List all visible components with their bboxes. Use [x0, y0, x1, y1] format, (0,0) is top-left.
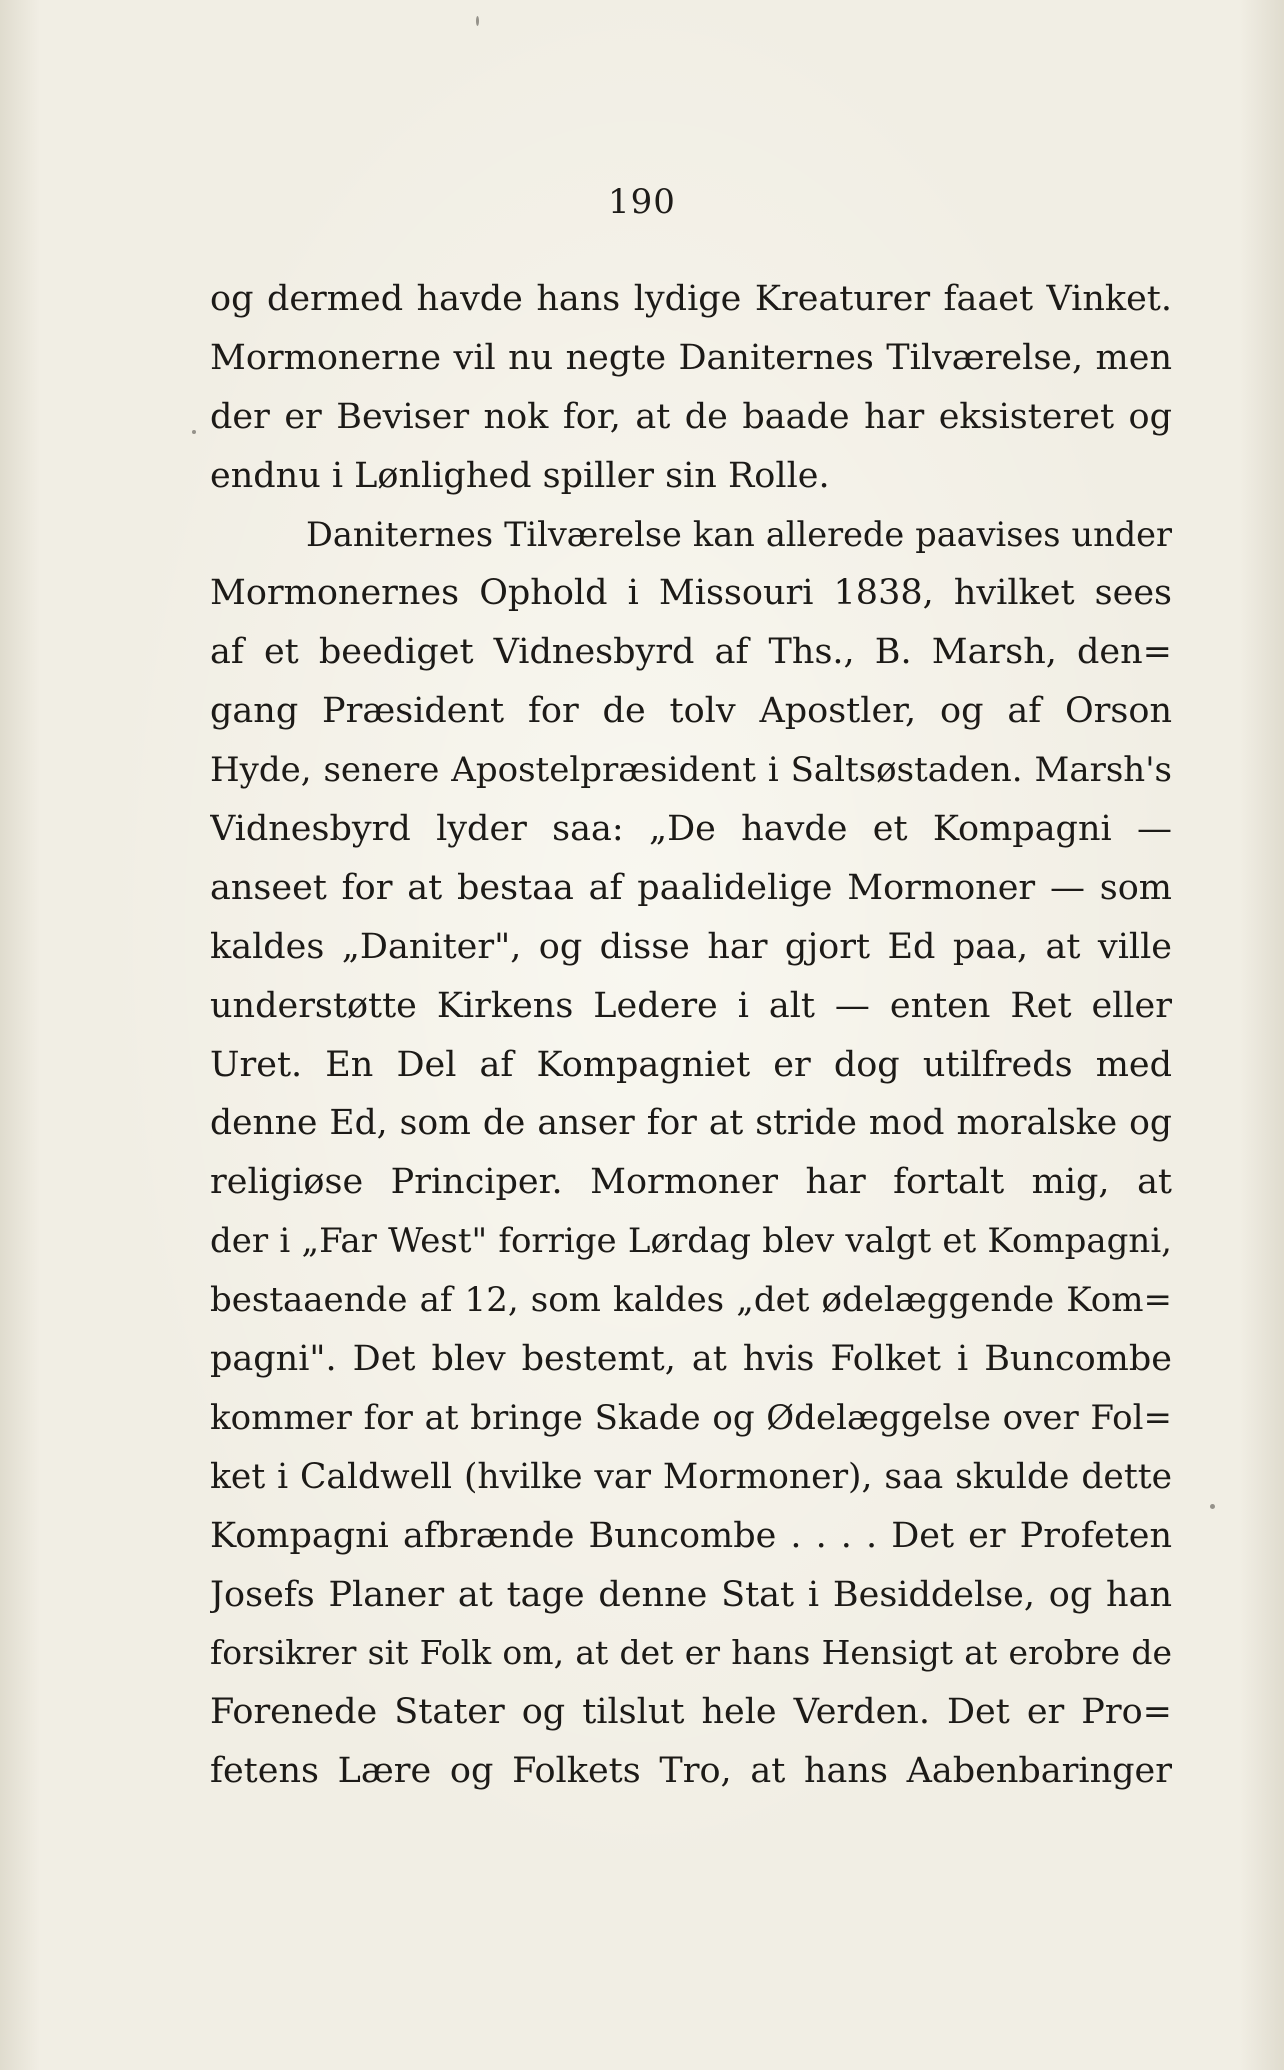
text-line: Hyde, senere Apostelpræsident i Saltsøstaden. Marsh's: [210, 750, 1172, 791]
text-line: kaldes „Daniter", og disse har gjort Ed paa, at ville: [210, 926, 1172, 967]
paragraph-1: [210, 270, 1172, 506]
text-line: Uret. En Del af Kompagniet er dog utilfreds med: [210, 1044, 1172, 1085]
paper-speck: [192, 430, 196, 434]
text-line: og dermed havde hans lydige Kreaturer faaet Vinket.: [210, 279, 1172, 319]
text-line: Josefs Planer at tage denne Stat i Besiddelse, og han: [210, 1574, 1172, 1615]
paper-speck: [476, 16, 479, 26]
text-line: pagni". Det blev bestemt, at hvis Folket i Buncombe: [210, 1339, 1172, 1380]
text-line: Kompagni afbrænde Buncombe . . . . Det er Profeten: [210, 1515, 1172, 1556]
text-line: Mormonernes Ophold i Missouri 1838, hvilket sees: [210, 573, 1172, 614]
text-line: Daniternes Tilværelse kan allerede paavises under: [306, 514, 1172, 554]
text-line: religiøse Principer. Mormoner har fortalt mig, at: [210, 1162, 1172, 1203]
text-line: der i „Far West" forrige Lørdag blev valgt et Kompagni,: [210, 1221, 1172, 1262]
text-line: Forenede Stater og tilslut hele Verden. Det er Pro=: [210, 1692, 1172, 1733]
text-line: anseet for at bestaa af paalidelige Mormoner — som: [210, 867, 1172, 908]
text-line: kommer for at bringe Skade og Ødelæggelse over Fol=: [210, 1397, 1172, 1438]
page-number: 190: [608, 182, 676, 222]
text-line: Vidnesbyrd lyder saa: „De havde et Kompagni —: [210, 809, 1172, 850]
text-line: denne Ed, som de anser for at stride mod moralske og: [210, 1103, 1172, 1144]
text-line: bestaaende af 12, som kaldes „det ødelæggende Kom=: [210, 1280, 1172, 1321]
text-line: ket i Caldwell (hvilke var Mormoner), saa skulde dette: [210, 1456, 1172, 1497]
paper-speck: [1210, 1504, 1215, 1509]
text-line: endnu i Lønlighed spiller sin Rolle.: [210, 455, 830, 496]
text-line: der er Beviser nok for, at de baade har eksisteret og: [210, 396, 1172, 437]
body-text: [210, 270, 1172, 1801]
text-line: af et beediget Vidnesbyrd af Ths., B. Marsh, den=: [210, 632, 1172, 673]
text-line: understøtte Kirkens Ledere i alt — enten Ret eller: [210, 985, 1172, 1026]
text-line: gang Præsident for de tolv Apostler, og af Orson: [210, 691, 1172, 732]
paragraph-2: [210, 506, 1172, 1802]
text-line: Mormonerne vil nu negte Daniternes Tilværelse, men: [210, 337, 1172, 378]
text-line: fetens Lære og Folkets Tro, at hans Aabenbaringer: [210, 1751, 1172, 1792]
text-line: forsikrer sit Folk om, at det er hans Hensigt at erobre de: [210, 1633, 1172, 1673]
